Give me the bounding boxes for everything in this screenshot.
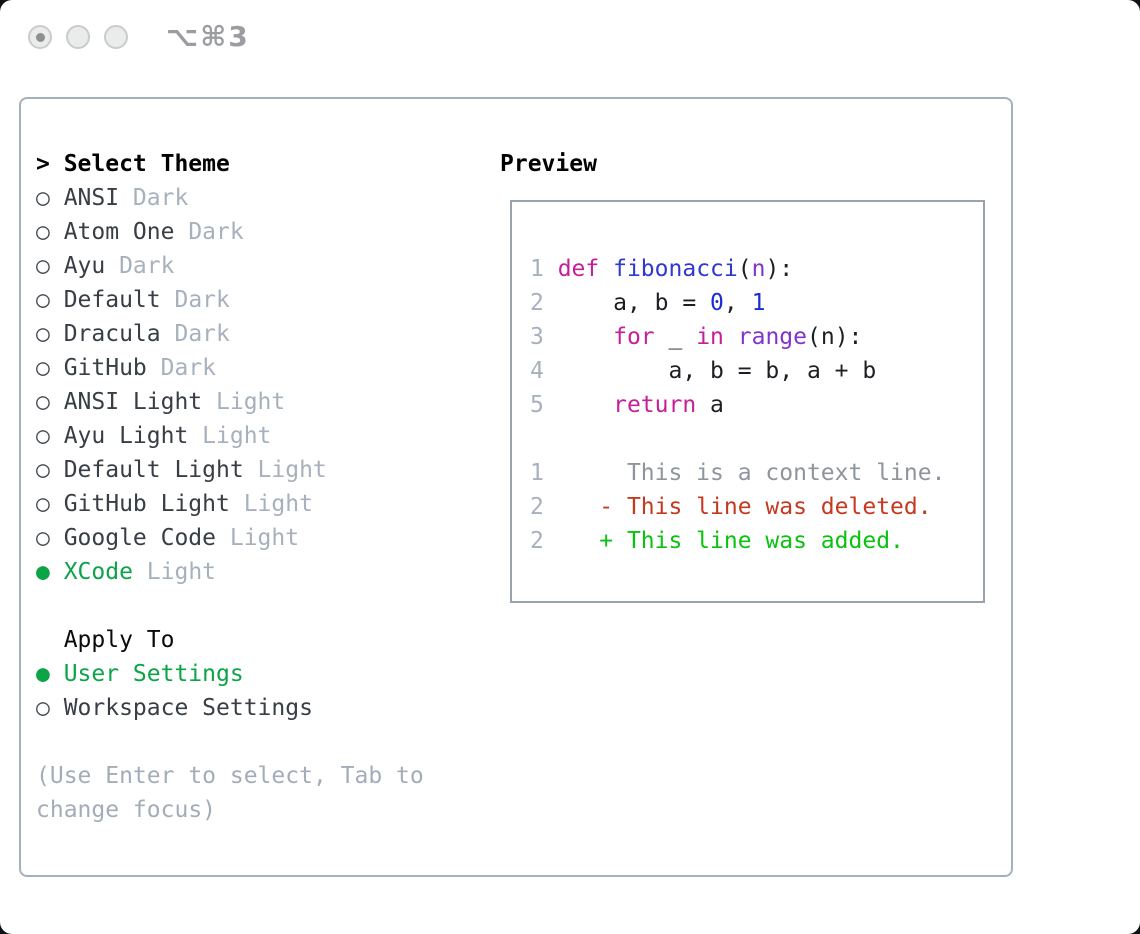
radio-unselected-icon: ○ <box>36 423 50 449</box>
code-preview: 1 def fibonacci(n): 2 a, b = 0, 1 3 for _ in range(n): 4 a, b = b, a + b 5 return a 1 This is a context line. 2 - This line was deleted. 2 + This line was added. <box>530 256 946 554</box>
spacer <box>36 725 424 759</box>
select-theme-header <box>36 147 424 181</box>
radio-unselected-icon: ○ <box>36 185 50 211</box>
theme-option-ansi-light[interactable] <box>36 385 424 419</box>
hint-line-2: change focus) <box>36 797 217 823</box>
window-control-minimize[interactable] <box>66 25 90 49</box>
theme-option-dracula-dark[interactable] <box>36 317 424 351</box>
theme-list <box>36 147 424 827</box>
theme-tag: Light <box>229 525 300 551</box>
spacer <box>36 589 424 623</box>
keyboard-shortcut-label: ⌥⌘3 <box>166 20 250 53</box>
hint-line-1: (Use Enter to select, Tab to <box>36 763 424 789</box>
prompt-icon: > <box>36 151 50 177</box>
window-control-close[interactable] <box>28 25 52 49</box>
radio-unselected-icon: ○ <box>36 355 50 381</box>
theme-option-xcode[interactable] <box>36 555 424 589</box>
theme-name: Atom One <box>63 219 175 245</box>
theme-tag: Dark <box>160 355 217 381</box>
radio-unselected-icon: ○ <box>36 219 50 245</box>
theme-name: Default <box>63 287 161 313</box>
window-control-zoom[interactable] <box>104 25 128 49</box>
theme-option-ayu-light[interactable] <box>36 419 424 453</box>
radio-unselected-icon: ○ <box>36 695 50 721</box>
theme-tag: Dark <box>188 219 244 245</box>
theme-option-atom-one-dark[interactable] <box>36 215 424 249</box>
theme-name: Dracula <box>63 321 161 347</box>
theme-option-github-light[interactable] <box>36 487 424 521</box>
theme-tag: Light <box>257 457 327 483</box>
theme-tag: Dark <box>132 185 189 211</box>
radio-unselected-icon: ○ <box>36 457 50 483</box>
theme-tag: Light <box>202 423 272 449</box>
window-controls <box>28 25 128 49</box>
theme-tag: Dark <box>174 287 230 313</box>
radio-unselected-icon: ○ <box>36 491 50 517</box>
window-control-active-dot <box>36 33 45 42</box>
apply-option-workspace-settings[interactable] <box>36 691 424 725</box>
theme-name: Google Code <box>63 525 217 551</box>
theme-name: GitHub Light <box>63 491 230 517</box>
radio-unselected-icon: ○ <box>36 389 50 415</box>
theme-tag: Dark <box>119 253 175 279</box>
radio-selected-icon: ● <box>36 559 50 585</box>
radio-selected-icon: ● <box>36 661 50 687</box>
theme-selector-panel <box>19 97 1013 877</box>
preview-box <box>510 200 985 603</box>
apply-to-header: Apply To <box>63 627 175 653</box>
select-theme-title: Select Theme <box>63 151 230 177</box>
theme-option-ayu-dark[interactable] <box>36 249 424 283</box>
theme-name: GitHub <box>63 355 147 381</box>
theme-name: XCode <box>63 559 133 585</box>
theme-option-default-dark[interactable] <box>36 283 424 317</box>
theme-tag: Light <box>216 389 286 415</box>
theme-option-ansi-dark[interactable] <box>36 181 424 215</box>
theme-option-github-dark[interactable] <box>36 351 424 385</box>
theme-tag: Light <box>243 491 313 517</box>
theme-name: ANSI <box>63 185 120 211</box>
radio-unselected-icon: ○ <box>36 253 50 279</box>
radio-unselected-icon: ○ <box>36 525 50 551</box>
apply-option-user-settings[interactable] <box>36 657 424 691</box>
preview-title: Preview <box>500 151 597 177</box>
theme-name: Ayu Light <box>63 423 189 449</box>
theme-option-default-light[interactable] <box>36 453 424 487</box>
theme-tag: Light <box>146 559 217 585</box>
radio-unselected-icon: ○ <box>36 321 50 347</box>
theme-option-google-code[interactable] <box>36 521 424 555</box>
theme-tag: Dark <box>174 321 230 347</box>
radio-unselected-icon: ○ <box>36 287 50 313</box>
theme-name: ANSI Light <box>63 389 203 415</box>
theme-name: Ayu <box>63 253 106 279</box>
apply-option-label: Workspace Settings <box>63 695 313 721</box>
apply-option-label: User Settings <box>63 661 244 687</box>
theme-name: Default Light <box>63 457 244 483</box>
